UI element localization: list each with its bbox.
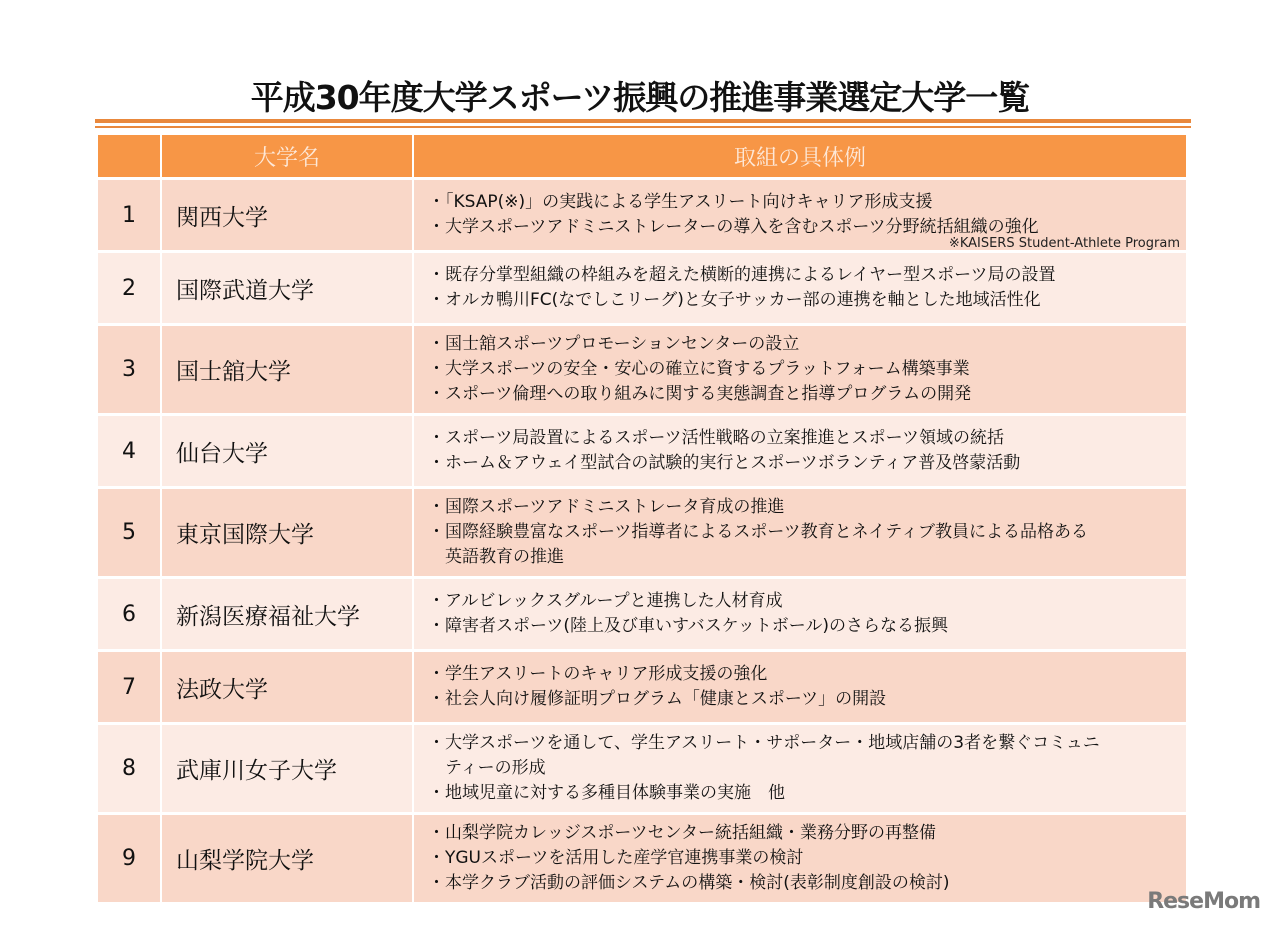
initiative-item: 英語教育の推進	[428, 547, 564, 567]
row-number: 7	[98, 652, 160, 722]
initiative-item: ・地域児童に対する多種目体験事業の実施 他	[428, 783, 785, 803]
table-row	[98, 489, 1186, 576]
initiative-item: ・スポーツ局設置によるスポーツ活性戦略の立案推進とスポーツ領域の統括	[428, 428, 1004, 448]
table-row	[98, 725, 1186, 812]
row-number: 2	[98, 253, 160, 323]
initiative-item: ・大学スポーツを通して、学生アスリート・サポーター・地域店舗の3者を繋ぐコミュニ	[428, 733, 1100, 753]
table-row	[98, 253, 1186, 323]
initiatives-cell	[412, 326, 1186, 413]
table-row	[98, 326, 1186, 413]
initiative-item: ・スポーツ倫理への取り組みに関する実態調査と指導プログラムの開発	[428, 384, 972, 404]
initiative-item: ・「KSAP(※)」の実践による学生アスリート向けキャリア形成支援	[428, 192, 933, 212]
page-title: 平成30年度大学スポーツ振興の推進事業選定大学一覧	[250, 78, 1030, 117]
initiative-item: ・オルカ鴨川FC(なでしこリーグ)と女子サッカー部の連携を軸とした地域活性化	[428, 290, 1041, 310]
initiative-item: ・国際経験豊富なスポーツ指導者によるスポーツ教育とネイティブ教員による品格ある	[428, 522, 1088, 542]
initiative-item: ・山梨学院カレッジスポーツセンター統括組織・業務分野の再整備	[428, 823, 936, 843]
footnote: ※KAISERS Student-Athlete Program	[948, 236, 1180, 251]
table-row	[98, 416, 1186, 486]
initiative-item: ・本学クラブ活動の評価システムの構築・検討(表彰制度創設の検討)	[428, 873, 950, 893]
header-initiatives: 取組の具体例	[412, 135, 1186, 177]
university-table	[98, 132, 1186, 905]
table-row	[98, 815, 1186, 902]
initiatives-cell	[412, 579, 1186, 649]
university-name: 仙台大学	[160, 416, 412, 486]
header-no	[98, 135, 160, 177]
resemom-logo: ReseMom	[1147, 889, 1260, 914]
university-name: 武庫川女子大学	[160, 725, 412, 812]
initiative-item: ・アルビレックスグループと連携した人材育成	[428, 591, 783, 611]
initiative-item: ・大学スポーツアドミニストレーターの導入を含むスポーツ分野統括組織の強化	[428, 217, 1039, 237]
table-header	[98, 135, 1186, 177]
row-number: 8	[98, 725, 160, 812]
title-divider	[95, 119, 1191, 123]
initiatives-cell	[412, 253, 1186, 323]
initiative-item: ・YGUスポーツを活用した産学官連携事業の検討	[428, 848, 804, 868]
initiatives-cell	[412, 489, 1186, 576]
initiative-item: ・学生アスリートのキャリア形成支援の強化	[428, 664, 768, 684]
row-number: 3	[98, 326, 160, 413]
initiative-item: ・ホーム＆アウェイ型試合の試験的実行とスポーツボランティア普及啓蒙活動	[428, 453, 1021, 473]
initiative-item: ・国士舘スポーツプロモーションセンターの設立	[428, 334, 800, 354]
university-name: 新潟医療福祉大学	[160, 579, 412, 649]
row-number: 9	[98, 815, 160, 902]
table-row	[98, 579, 1186, 649]
title-divider-thin	[95, 126, 1191, 128]
university-name: 法政大学	[160, 652, 412, 722]
initiative-item: ・既存分掌型組織の枠組みを超えた横断的連携によるレイヤー型スポーツ局の設置	[428, 265, 1056, 285]
initiative-item: ・国際スポーツアドミニストレータ育成の推進	[428, 497, 785, 517]
initiatives-cell	[412, 416, 1186, 486]
row-number: 5	[98, 489, 160, 576]
university-name: 国際武道大学	[160, 253, 412, 323]
initiative-item: ・障害者スポーツ(陸上及び車いすバスケットボール)のさらなる振興	[428, 616, 949, 636]
university-name: 関西大学	[160, 180, 412, 250]
initiative-item: ・社会人向け履修証明プログラム「健康とスポーツ」の開設	[428, 689, 887, 709]
initiative-item: ・大学スポーツの安全・安心の確立に資するプラットフォーム構築事業	[428, 359, 970, 379]
initiatives-cell	[412, 180, 1186, 250]
row-number: 6	[98, 579, 160, 649]
initiatives-cell	[412, 652, 1186, 722]
header-university: 大学名	[160, 135, 412, 177]
initiative-item: ティーの形成	[428, 758, 546, 778]
table-row	[98, 180, 1186, 250]
university-name: 東京国際大学	[160, 489, 412, 576]
row-number: 4	[98, 416, 160, 486]
university-name: 国士舘大学	[160, 326, 412, 413]
university-name: 山梨学院大学	[160, 815, 412, 902]
initiatives-cell	[412, 815, 1186, 902]
row-number: 1	[98, 180, 160, 250]
table-row	[98, 652, 1186, 722]
initiatives-cell	[412, 725, 1186, 812]
